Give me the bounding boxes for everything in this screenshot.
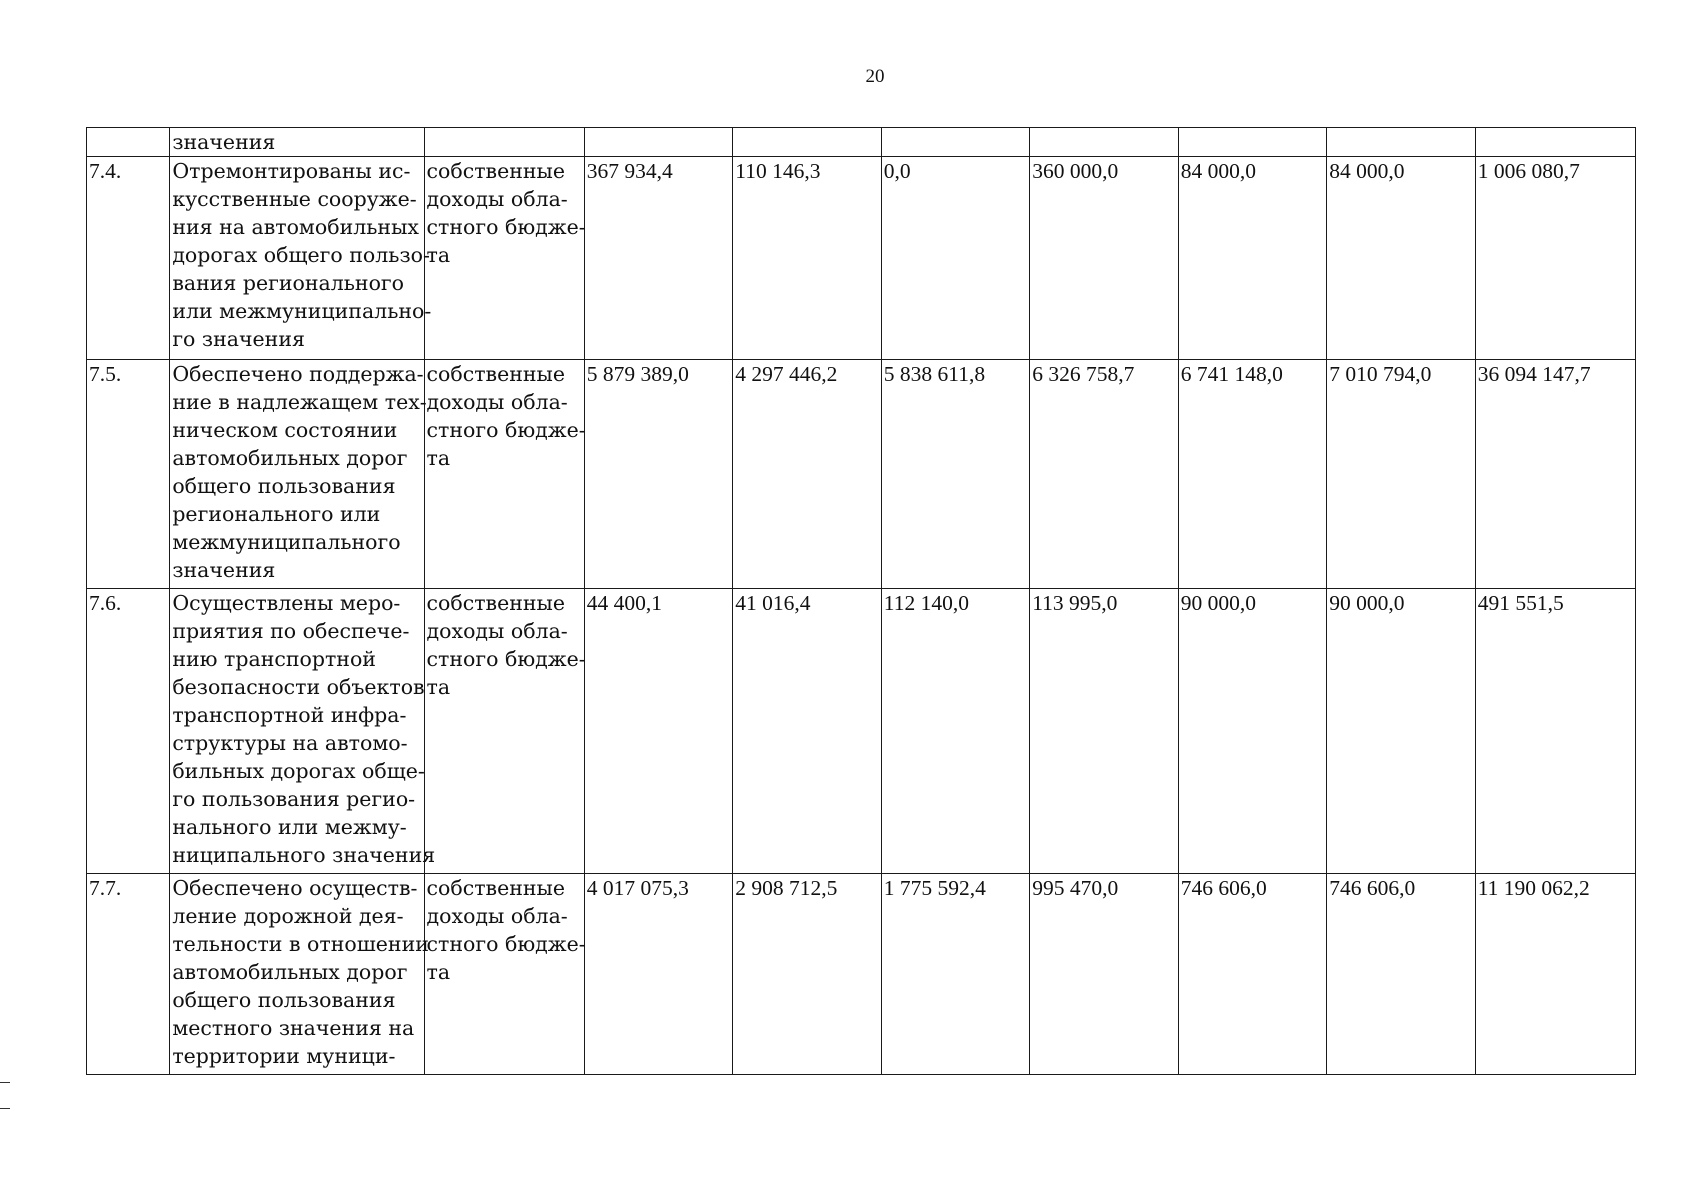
description-line: приятия по обеспече-	[172, 619, 410, 643]
description-line: вания регионального	[172, 271, 405, 295]
source-line: доходы обла-	[426, 390, 568, 414]
value-cell: 110 146,3	[733, 157, 881, 360]
index-cell: 7.7.	[87, 874, 170, 1075]
value-cell: 11 190 062,2	[1475, 874, 1635, 1075]
value-cell: 746 606,0	[1178, 874, 1326, 1075]
description-line: ния на автомобильных	[172, 215, 419, 239]
index-cell: 7.4.	[87, 157, 170, 360]
description-line: общего пользования	[172, 474, 396, 498]
source-line: стного бюдже-	[426, 932, 586, 956]
index-cell	[87, 128, 170, 157]
description-line: регионального или	[172, 502, 381, 526]
value-cell	[1030, 128, 1178, 157]
source-cell	[424, 157, 584, 360]
value-cell: 367 934,4	[584, 157, 732, 360]
value-cell: 90 000,0	[1327, 589, 1475, 874]
description-line: Обеспечено осуществ-	[172, 876, 418, 900]
description-line: местного значения на	[172, 1016, 415, 1040]
value-cell: 6 326 758,7	[1030, 360, 1178, 589]
value-cell: 113 995,0	[1030, 589, 1178, 874]
source-line: стного бюдже-	[426, 215, 586, 239]
description-line: структуры на автомо-	[172, 731, 408, 755]
description-line: автомобильных дорог	[172, 446, 408, 470]
source-cell	[424, 874, 584, 1075]
source-line: та	[426, 675, 451, 699]
source-line: собственные	[426, 362, 565, 386]
description-cell: значения	[170, 128, 424, 157]
description-line: территории муници-	[172, 1044, 396, 1068]
source-cell	[424, 128, 584, 157]
source-line: собственные	[426, 591, 565, 615]
value-cell: 44 400,1	[584, 589, 732, 874]
description-line: тельности в отношении	[172, 932, 429, 956]
description-line: ление дорожной дея-	[172, 904, 404, 928]
description-cell	[170, 157, 432, 360]
value-cell: 41 016,4	[733, 589, 881, 874]
value-cell: 2 908 712,5	[733, 874, 881, 1075]
description-line: общего пользования	[172, 988, 396, 1012]
source-cell	[424, 360, 584, 589]
source-line: та	[426, 960, 451, 984]
value-cell	[1327, 128, 1475, 157]
value-cell: 36 094 147,7	[1475, 360, 1635, 589]
description-line: дорогах общего пользо-	[172, 243, 430, 267]
value-cell: 84 000,0	[1327, 157, 1475, 360]
source-line: собственные	[426, 159, 565, 183]
description-line: кусственные сооруже-	[172, 187, 417, 211]
value-cell: 491 551,5	[1475, 589, 1635, 874]
description-line: бильных дорогах обще-	[172, 759, 425, 783]
description-line: межмуниципального	[172, 530, 401, 554]
description-line: нального или межму-	[172, 815, 407, 839]
budget-table	[86, 127, 1636, 1075]
value-cell: 746 606,0	[1327, 874, 1475, 1075]
margin-mark	[0, 1082, 10, 1083]
value-cell: 1 006 080,7	[1475, 157, 1635, 360]
source-line: та	[426, 243, 451, 267]
value-cell: 995 470,0	[1030, 874, 1178, 1075]
value-cell: 4 017 075,3	[584, 874, 732, 1075]
table-row-continuation	[87, 128, 1636, 157]
description-line: ниципального значения	[172, 843, 436, 867]
value-cell: 0,0	[881, 157, 1029, 360]
value-cell: 84 000,0	[1178, 157, 1326, 360]
source-line: доходы обла-	[426, 619, 568, 643]
description-line: значения	[172, 558, 276, 582]
description-line: го значения	[172, 327, 305, 351]
description-cell	[170, 874, 429, 1075]
source-line: доходы обла-	[426, 187, 568, 211]
value-cell: 4 297 446,2	[733, 360, 881, 589]
value-cell: 5 879 389,0	[584, 360, 732, 589]
description-line: го пользования регио-	[172, 787, 416, 811]
description-line: безопасности объектов	[172, 675, 425, 699]
description-cell	[170, 589, 436, 874]
value-cell: 5 838 611,8	[881, 360, 1029, 589]
index-cell: 7.5.	[87, 360, 170, 589]
table-row	[87, 874, 1636, 1075]
table-row	[87, 360, 1636, 589]
value-cell: 6 741 148,0	[1178, 360, 1326, 589]
value-cell	[733, 128, 881, 157]
description-line: Осуществлены меро-	[172, 591, 401, 615]
description-line: автомобильных дорог	[172, 960, 408, 984]
source-line: собственные	[426, 876, 565, 900]
description-line: или межмуниципально-	[172, 299, 432, 323]
value-cell	[584, 128, 732, 157]
value-cell: 7 010 794,0	[1327, 360, 1475, 589]
value-cell: 90 000,0	[1178, 589, 1326, 874]
description-line: ние в надлежащем тех-	[172, 390, 427, 414]
value-cell: 360 000,0	[1030, 157, 1178, 360]
description-line: Отремонтированы ис-	[172, 159, 411, 183]
description-line: ническом состоянии	[172, 418, 398, 442]
value-cell	[881, 128, 1029, 157]
source-line: доходы обла-	[426, 904, 568, 928]
description-line: Обеспечено поддержа-	[172, 362, 424, 386]
source-line: стного бюдже-	[426, 418, 586, 442]
source-line: стного бюдже-	[426, 647, 586, 671]
table-row	[87, 157, 1636, 360]
source-cell	[424, 589, 584, 874]
source-line: та	[426, 446, 451, 470]
description-line: нию транспортной	[172, 647, 376, 671]
margin-mark	[0, 1108, 10, 1109]
value-cell: 1 775 592,4	[881, 874, 1029, 1075]
value-cell	[1178, 128, 1326, 157]
page-number: 20	[865, 66, 885, 87]
description-line: транспортной инфра-	[172, 703, 407, 727]
index-cell: 7.6.	[87, 589, 170, 874]
value-cell: 112 140,0	[881, 589, 1029, 874]
table-row	[87, 589, 1636, 874]
value-cell	[1475, 128, 1635, 157]
description-cell	[170, 360, 427, 589]
